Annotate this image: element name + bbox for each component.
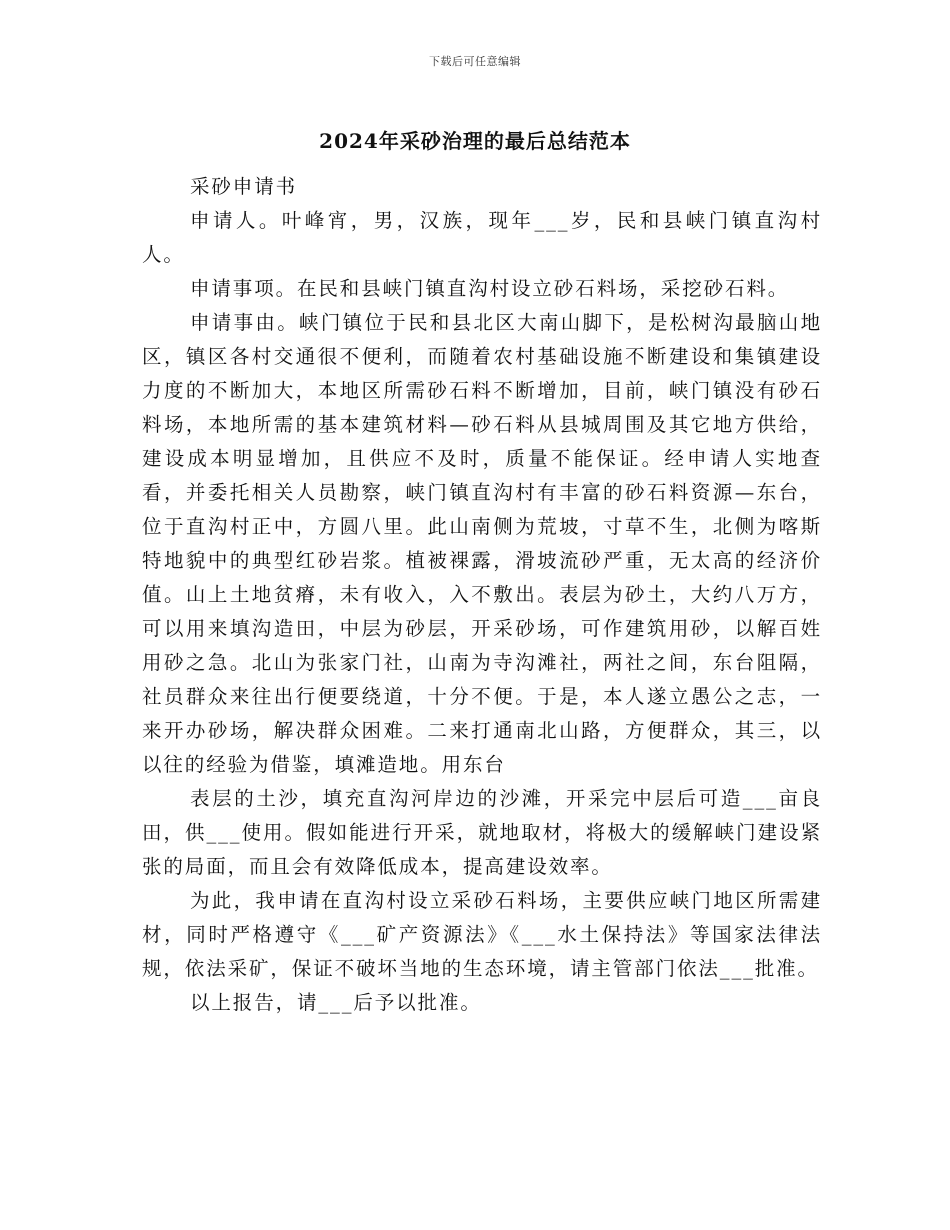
paragraph-heading: 采砂申请书 [190, 175, 298, 198]
document-title: 2024年采砂治理的最后总结范本 [319, 129, 631, 153]
document-body [142, 170, 822, 1020]
paragraph-surface-sand: 表层的土沙，填充直沟河岸边的沙滩，开采完中层后可造___亩良田，供___使用。假如能进行开采，就地取材，将极大的缓解峡门建设紧张的局面，而且会有效降低成本，提高建设效率。 [142, 787, 822, 878]
paragraph-applicant: 申请人。叶峰宵，男，汉族，现年___岁，民和县峡门镇直沟村人。 [142, 209, 822, 266]
paragraph-compliance: 为此，我申请在直沟村设立采砂石料场，主要供应峡门地区所需建材，同时严格遵守《___矿产资源法》《___水土保持法》等国家法律法规，依法采矿，保证不破坏当地的生态环境，请主管部门依法___批准。 [142, 889, 822, 980]
paragraph-reason: 申请事由。峡门镇位于民和县北区大南山脚下，是松树沟最脑山地区，镇区各村交通很不便利，而随着农村基础设施不断建设和集镇建设力度的不断加大，本地区所需砂石料不断增加，目前，峡门镇没有砂石料场，本地所需的基本建筑材料—砂石料从县城周围及其它地方供给，建设成本明显增加，且供应不及时，质量不能保证。经申请人实地查看，并委托相关人员勘察，峡门镇直沟村有丰富的砂石料资源—东台，位于直沟村正中，方圆八里。此山南侧为荒坡，寸草不生，北侧为喀斯特地貌中的典型红砂岩浆。植被裸露，滑坡流砂严重，无太高的经济价值。山上土地贫瘠，未有收入，入不敷出。表层为砂土，大约八万方，可以用来填沟造田，中层为砂层，开采砂场，可作建筑用砂，以解百姓用砂之急。北山为张家门社，山南为寺沟滩社，两社之间，东台阻隔，社员群众来往出行便要绕道，十分不便。于是，本人遂立愚公之志，一来开办砂场，解决群众困难。二来打通南北山路，方便群众，其三，以以往的经验为借鉴，填滩造地。用东台 [142, 311, 822, 776]
page-header-note: 下载后可任意编辑 [429, 55, 521, 68]
paragraph-closing: 以上报告，请___后予以批准。 [190, 991, 482, 1014]
paragraph-matter: 申请事项。在民和县峡门镇直沟村设立砂石料场，采挖砂石料。 [190, 277, 790, 300]
